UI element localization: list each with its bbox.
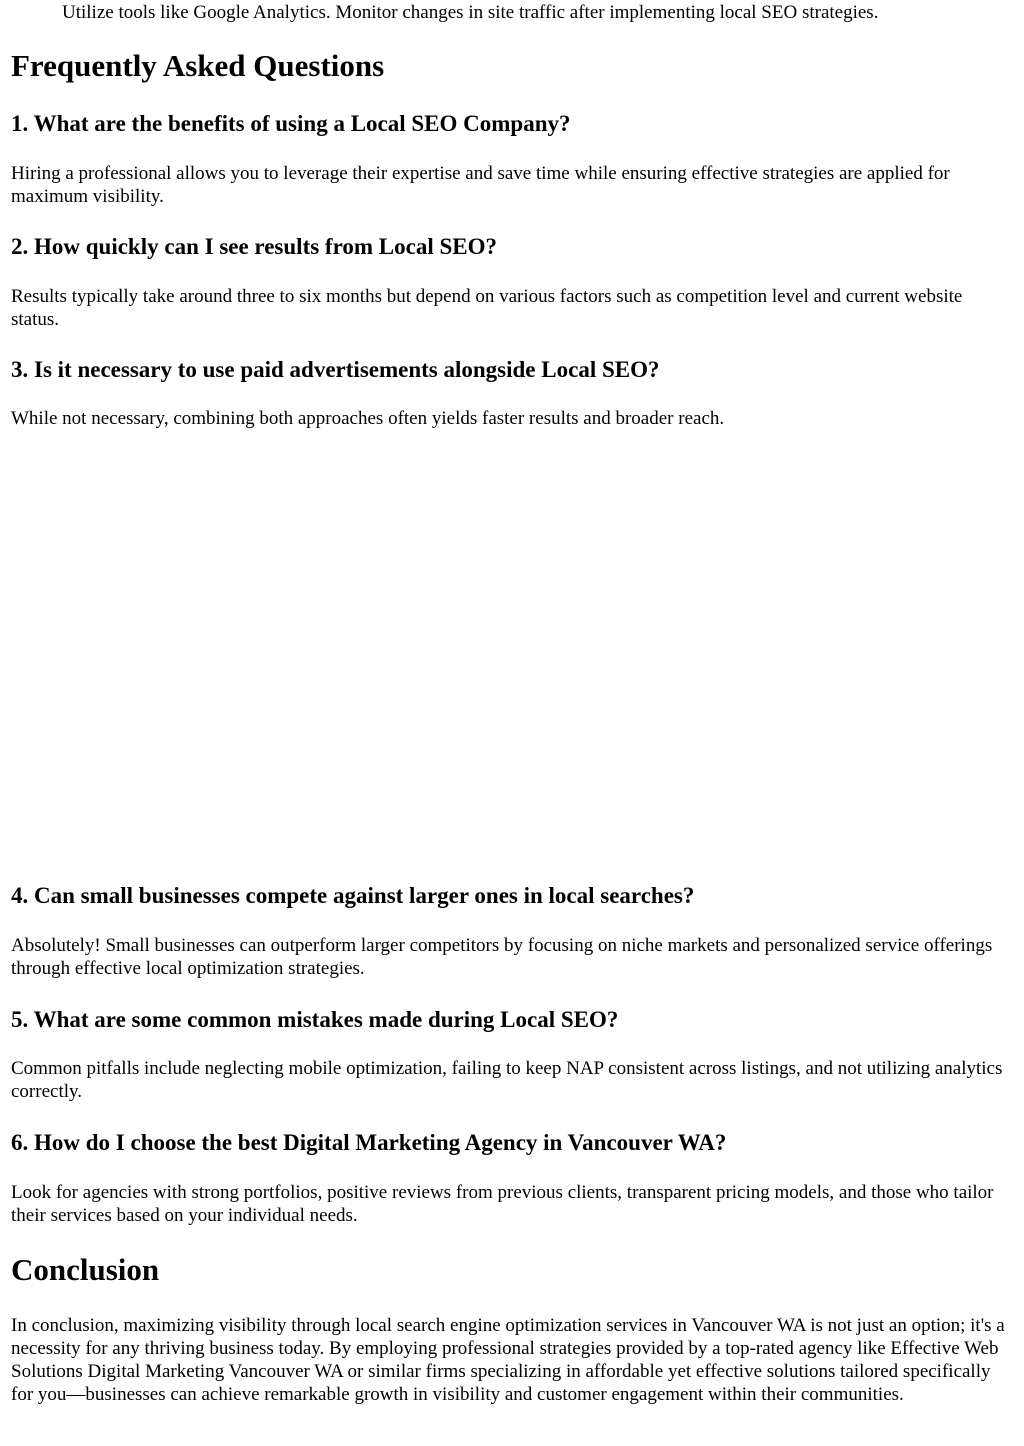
faq-answer-1: Hiring a professional allows you to leverage their expertise and save time while ensuring effective strategies are applied for maximum visibility.	[11, 163, 950, 207]
intro-text: Utilize tools like Google Analytics. Monitor changes in site traffic after implementing local SEO strategies.	[62, 2, 879, 23]
faq-question-4: 4. Can small businesses compete against larger ones in local searches?	[11, 883, 695, 908]
faq-question-6: 6. How do I choose the best Digital Marketing Agency in Vancouver WA?	[11, 1130, 727, 1155]
faq-question-3: 3. Is it necessary to use paid advertisements alongside Local SEO?	[11, 357, 660, 382]
faq-title: Frequently Asked Questions	[11, 48, 385, 83]
faq-answer-4: Absolutely! Small businesses can outperform larger competitors by focusing on niche markets and personalized service offerings through effective local optimization strategies.	[11, 935, 993, 979]
faq-question-1: 1. What are the benefits of using a Local SEO Company?	[11, 111, 571, 136]
faq-question-2: 2. How quickly can I see results from Local SEO?	[11, 234, 497, 259]
faq-answer-6: Look for agencies with strong portfolios, positive reviews from previous clients, transparent pricing models, and those who tailor their services based on your individual needs.	[11, 1182, 994, 1226]
faq-answer-5: Common pitfalls include neglecting mobile optimization, failing to keep NAP consistent across listings, and not utilizing analytics correctly.	[11, 1058, 1003, 1102]
blank-spacer	[11, 440, 1011, 870]
conclusion-title: Conclusion	[11, 1252, 160, 1287]
faq-answer-2: Results typically take around three to six months but depend on various factors such as competition level and current website status.	[11, 286, 963, 330]
faq-question-5: 5. What are some common mistakes made during Local SEO?	[11, 1007, 619, 1032]
faq-answer-3: While not necessary, combining both approaches often yields faster results and broader reach.	[11, 408, 725, 429]
conclusion-text: In conclusion, maximizing visibility through local search engine optimization services in Vancouver WA is not just an option; it's a necessity for any thriving business today. By employing professional strategies provided by a top-rated agency like Effective Web Solutions Digital Marketing Vancouver WA or similar firms specializing in affordable yet effective solutions tailored specifically for you—businesses can achieve remarkable growth in visibility and customer engagement within their communities.	[11, 1315, 1005, 1405]
